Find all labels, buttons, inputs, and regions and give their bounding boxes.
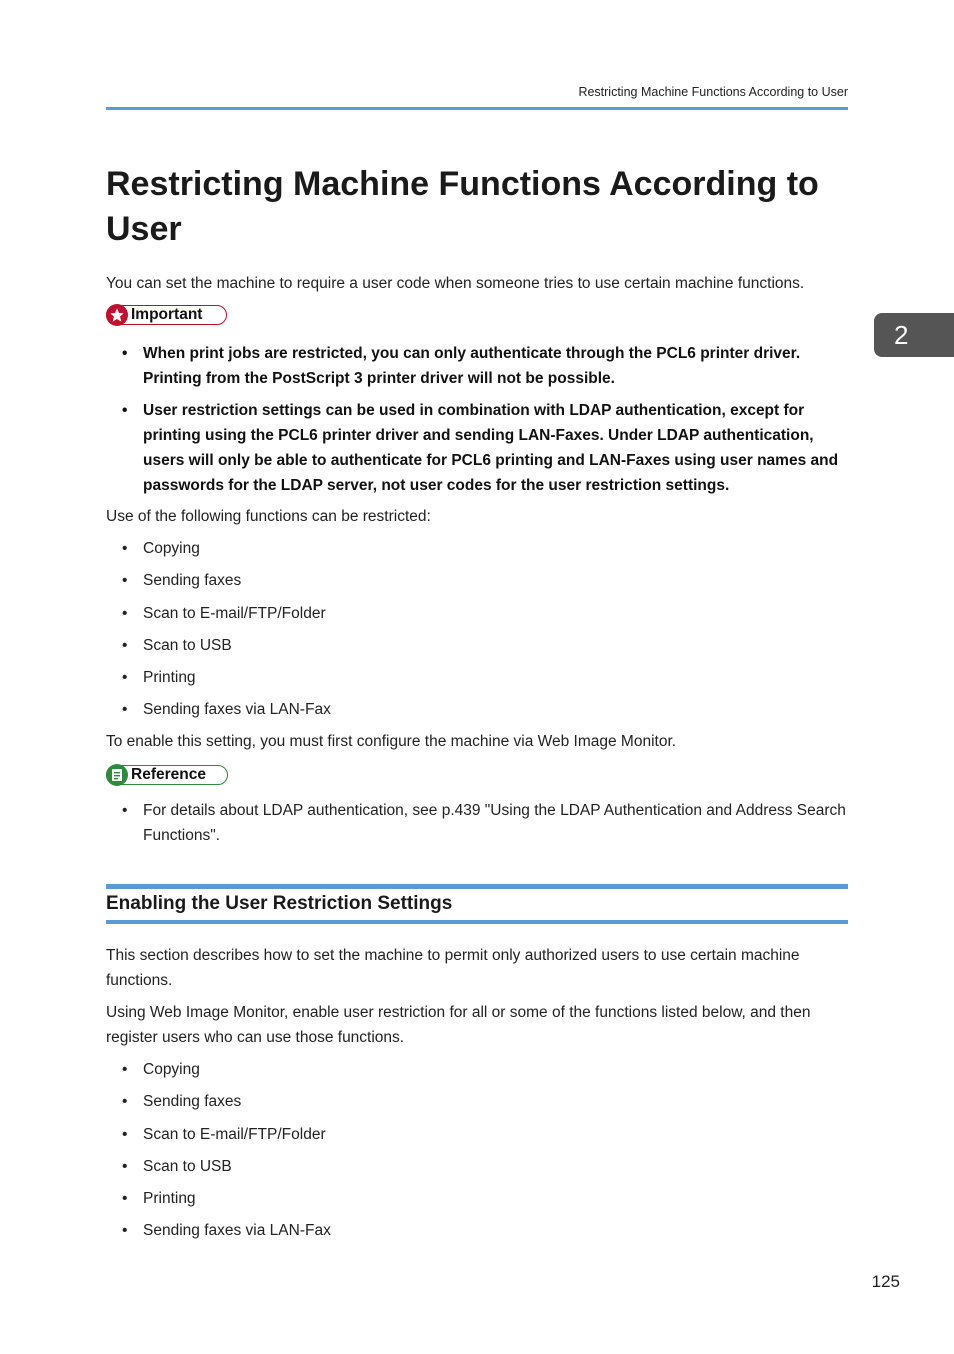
page-number: 125 — [871, 1272, 900, 1291]
section-paragraph-2: Using Web Image Monitor, enable user restriction for all or some of the functions listed below, and then register users who can use those functions. — [106, 1004, 811, 1046]
section-title: Enabling the User Restriction Settings — [106, 893, 453, 914]
page-title: Restricting Machine Functions According to User — [106, 165, 819, 248]
bullet: • — [122, 604, 128, 622]
list-item: • Copying — [106, 536, 848, 561]
bullet: • — [122, 669, 128, 687]
bullet: • — [122, 1093, 128, 1111]
list-item: • Sending faxes — [106, 568, 848, 593]
list-item — [106, 798, 848, 848]
enable-note: To enable this setting, you must first configure the machine via Web Image Monitor. — [106, 733, 677, 750]
reference-list — [106, 798, 848, 848]
list-item: • Printing — [106, 665, 848, 690]
bullet: • — [122, 1157, 128, 1175]
functions-intro: Use of the following functions can be restricted: — [106, 508, 431, 525]
bullet: • — [122, 1190, 128, 1208]
list-item: • Scan to USB — [106, 633, 848, 658]
list-item: • User restriction settings can be used in combination with LDAP authentication, except for printing using the PCL6 printer driver and sending LAN-Faxes. Under LDAP authentication, users will only be able to authenticate for PCL6 printing and LAN-Faxes using user names and passwords for the LDAP server, not user codes for the user restriction settings. — [106, 398, 848, 498]
intro-paragraph: You can set the machine to require a user code when someone tries to use certain machine functions. — [106, 275, 805, 292]
bullet: • — [122, 345, 128, 362]
section-functions-list — [106, 1057, 848, 1251]
reference-label: Reference — [131, 766, 206, 783]
bullet: • — [122, 402, 128, 419]
functions-list — [106, 536, 848, 730]
star-icon — [106, 304, 128, 326]
bullet: • — [122, 1222, 128, 1240]
bullet: • — [122, 572, 128, 590]
list-item: • Copying — [106, 1057, 848, 1082]
header-rule — [106, 107, 848, 110]
bullet: • — [122, 802, 128, 819]
chapter-tab: 2 — [874, 313, 954, 357]
reference-link[interactable]: For details about LDAP authentication, see p.439 "Using the LDAP Authentication and Address Search Functions". — [143, 802, 846, 844]
section-heading-bar — [106, 884, 848, 924]
bullet: • — [122, 1061, 128, 1078]
bullet: • — [122, 540, 128, 557]
list-item: • Scan to USB — [106, 1154, 848, 1179]
important-list — [106, 341, 848, 498]
reference-badge — [106, 765, 228, 785]
list-item: • Sending faxes via LAN-Fax — [106, 697, 848, 722]
section-paragraph-1: This section describes how to set the machine to permit only authorized users to use certain machine functions. — [106, 947, 800, 989]
bullet: • — [122, 636, 128, 654]
list-item: • Sending faxes — [106, 1089, 848, 1114]
running-header: Restricting Machine Functions According to User — [578, 85, 848, 99]
list-item: • When print jobs are restricted, you can only authenticate through the PCL6 printer driver. Printing from the PostScript 3 printer driver will not be possible. — [106, 341, 848, 391]
list-item: • Printing — [106, 1186, 848, 1211]
bullet: • — [122, 701, 128, 719]
important-badge — [106, 305, 227, 325]
note-icon — [106, 764, 128, 786]
bullet: • — [122, 1125, 128, 1143]
important-label: Important — [131, 306, 203, 323]
list-item: • Scan to E-mail/FTP/Folder — [106, 601, 848, 626]
list-item: • Scan to E-mail/FTP/Folder — [106, 1122, 848, 1147]
list-item: • Sending faxes via LAN-Fax — [106, 1218, 848, 1243]
